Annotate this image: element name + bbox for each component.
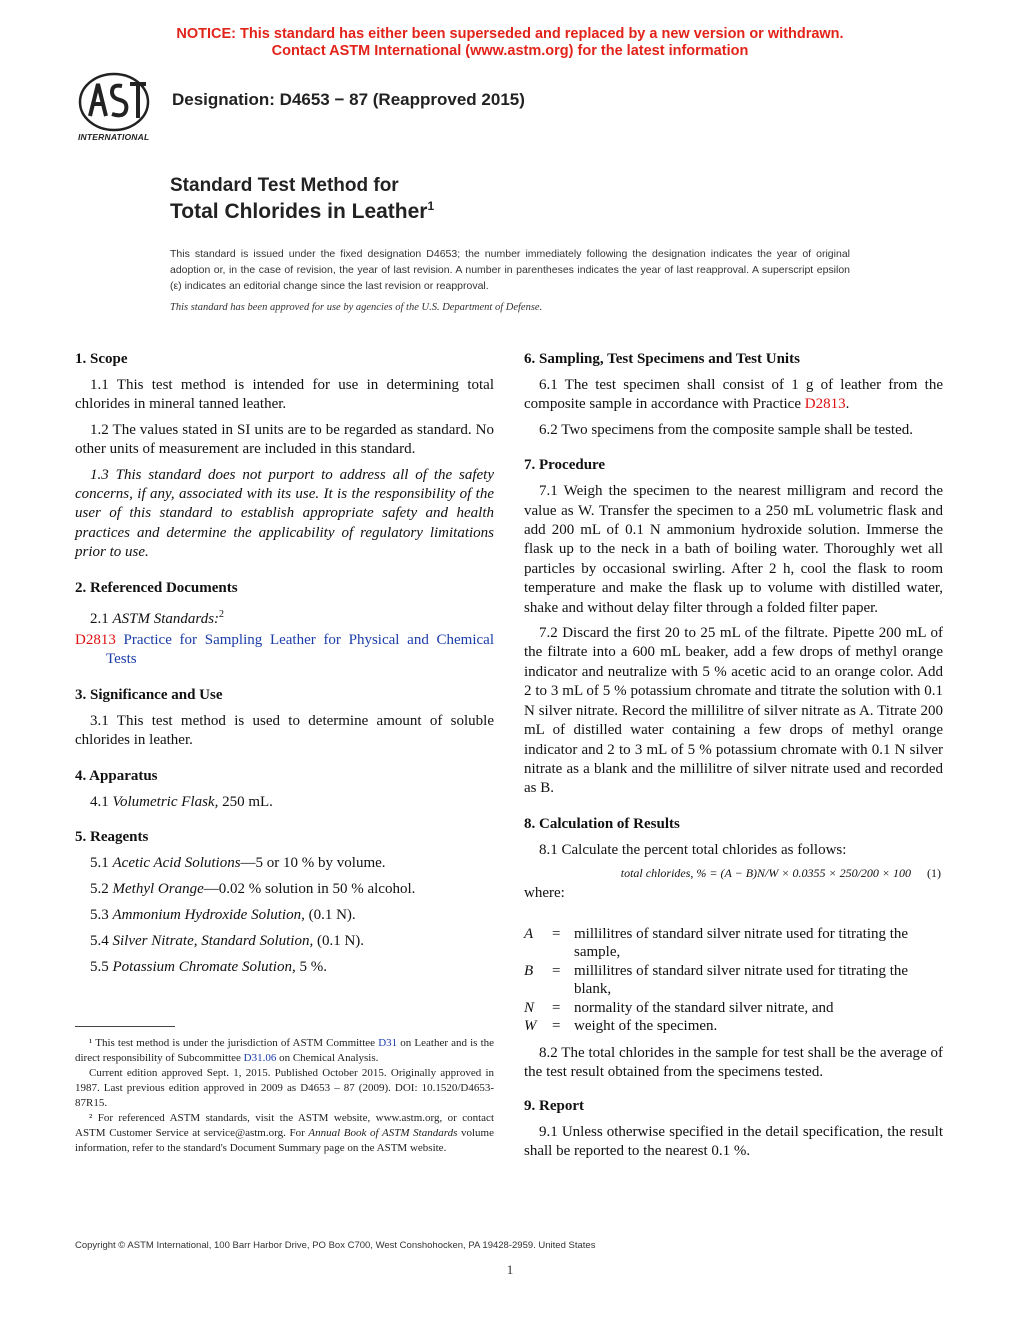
paragraph-text: 6.1 The test specimen shall consist of 1 g of leather from the composite sample in accordance with Practice (524, 377, 943, 413)
section-heading: 3. Significance and Use (75, 686, 223, 703)
title-footnote-mark: 1 (427, 199, 435, 213)
section-heading: 6. Sampling, Test Specimens and Test Units (524, 351, 800, 367)
section-report (524, 1097, 943, 1162)
footnote-text: Annual Book of ASTM Standards (308, 1127, 458, 1139)
paragraph: 8.1 Calculate the percent total chlorides as follows: (539, 841, 847, 858)
section-heading: 7. Procedure (524, 457, 606, 474)
variable-symbol: A (524, 925, 534, 942)
footnote-1-edition: Current edition approved Sept. 1, 2015. Published October 2015. Originally approved in 1987. Last previous edition approved in 2009 as D4653 – 87 (2009). DOI: 10.1520/D4653-87R15. (75, 1067, 494, 1109)
reagent-name: Acetic Acid Solutions (112, 855, 241, 872)
reagent-name: Silver Nitrate, Standard Solution, (112, 932, 314, 949)
subcommittee-link[interactable]: D31.06 (243, 1052, 277, 1064)
variable-symbol: W (524, 1018, 537, 1035)
footnote-text: on Leather and is the direct responsibility of Subcommittee (75, 1037, 495, 1064)
apparatus-spec: 250 mL. (222, 793, 273, 810)
reference-item (75, 631, 494, 670)
reference-title-link[interactable]: Practice for Sampling Leather for Physical and Chemical Tests (106, 632, 494, 668)
designation: Designation: D4653 − 87 (Reapproved 2015) (172, 90, 525, 109)
variable-symbol: N (524, 999, 535, 1016)
variable-definition: millilitres of standard silver nitrate used for titrating the sample, (574, 925, 909, 961)
section-apparatus (75, 767, 494, 812)
definition-row (524, 1017, 943, 1036)
title-line-1: Standard Test Method for (170, 175, 399, 196)
definition-row (524, 999, 943, 1018)
footnote-text: ¹ This test method is under the jurisdiction of ASTM Committee (89, 1037, 376, 1049)
section-heading: 5. Reagents (75, 829, 149, 846)
paragraph: 1.3 This standard does not purport to address all of the safety concerns, if any, associated with its use. It is the responsibility of the user of this standard to establish appropriate safety and health practices and determine the applicability of regulatory limitations prior to use. (75, 466, 494, 561)
reagent-spec: 5 %. (299, 958, 327, 975)
logo-wordmark: INTERNATIONAL (78, 132, 150, 142)
reagent-item (75, 880, 494, 899)
paragraph: 8.2 The total chlorides in the sample for test shall be the average of the test result obtained from the specimens tested. (524, 1044, 943, 1081)
copyright-notice: Copyright © ASTM International, 100 Barr Harbor Drive, PO Box C700, West Conshohocken, PA 19428-2959. United States (75, 1240, 596, 1251)
section-heading: 1. Scope (75, 351, 128, 367)
section-reagents (75, 828, 494, 977)
reagent-item (75, 932, 494, 951)
paragraph: 6.2 Two specimens from the composite sample shall be tested. (539, 421, 914, 438)
definition-row (524, 962, 943, 999)
reagent-item (75, 854, 494, 873)
left-column (75, 350, 494, 993)
variable-definition: normality of the standard silver nitrate, and (574, 999, 834, 1016)
equation-number: (1) (927, 866, 941, 881)
footnote-mark: 2 (219, 608, 225, 620)
section-significance (75, 686, 494, 751)
equals-sign: = (552, 925, 561, 942)
footnote-1 (75, 1036, 494, 1066)
title-text: Total Chlorides in Leather (170, 200, 428, 223)
equals-sign: = (552, 962, 561, 979)
notice-line-2: Contact ASTM International (www.astm.org) for the latest information (271, 43, 749, 59)
reagent-spec: —0.02 % solution in 50 % alcohol. (203, 881, 416, 897)
paragraph (75, 605, 494, 629)
variable-symbol: B (524, 962, 534, 979)
paragraph-number: 4.1 (90, 793, 109, 810)
equals-sign: = (552, 999, 561, 1016)
section-sampling (524, 350, 943, 440)
paragraph-text: . (845, 396, 850, 413)
reagent-name: Methyl Orange (112, 881, 204, 897)
section-referenced-documents (75, 579, 494, 670)
right-column (524, 350, 943, 1178)
notice-line-1: NOTICE: This standard has either been superseded and replaced by a new version or withdrawn. (176, 26, 844, 42)
paragraph: 9.1 Unless otherwise specified in the detail specification, the result shall be reported to the nearest 0.1 %. (524, 1123, 943, 1160)
footnotes (75, 1036, 494, 1156)
section-scope (75, 350, 494, 563)
paragraph-number: 5.1 (90, 855, 109, 872)
equals-sign: = (552, 1018, 561, 1035)
reagent-spec: (0.1 N). (308, 906, 356, 923)
paragraph: 1.1 This test method is intended for use in determining total chlorides in mineral tanned leather. (75, 377, 494, 413)
footnote-divider (75, 1026, 175, 1027)
paragraph: 7.2 Discard the first 20 to 25 mL of the filtrate. Pipette 200 mL of the filtrate into a 600 mL beaker, add a few drops of methyl orange indicator and neutralize with 5 % acetic acid to an orange color. Add 2 to 3 mL of 5 % potassium chromate and titrate the solution with 0.1 N silver nitrate. Record the millilitre of silver nitrate as A. Titrate 200 mL of distilled water containing a few drops of methyl orange indicator and 2 to 3 mL of 5 % potassium chromate with 0.1 N silver nitrate as a blank and the millilitre of silver nitrate used and recorded as B. (524, 625, 943, 797)
equation (524, 864, 943, 883)
section-heading: 2. Referenced Documents (75, 579, 238, 596)
issuance-statement: This standard is issued under the fixed designation D4653; the number immediately following the designation indicates the year of original adoption or, in the case of revision, the year of last revision. A number in parentheses indicates the year of last reapproval. A superscript epsilon (ε) indicates an editorial change since the last revision or reapproval. (170, 248, 850, 292)
variable-definitions (524, 925, 943, 1036)
section-heading: 4. Apparatus (75, 767, 158, 784)
astm-standards-label: ASTM Standards: (112, 610, 220, 627)
footnote-2 (75, 1111, 494, 1156)
equation-text: total chlorides, % = (A − B)N/W × 0.0355 × 250/200 × 100 (620, 866, 911, 881)
withdrawal-notice (0, 26, 1020, 60)
page-number: 1 (506, 1262, 514, 1277)
paragraph-number: 5.2 (90, 881, 109, 897)
paragraph-number: 5.4 (90, 932, 109, 949)
footnote-text: ² For referenced ASTM standards, visit the ASTM website, www.astm.org, or contact ASTM Customer Service at service@astm.org. For (75, 1112, 494, 1139)
footnote-text: volume information, refer to the standard's Document Summary page on the ASTM website. (75, 1127, 494, 1154)
paragraph: 1.2 The values stated in SI units are to be regarded as standard. No other units of measurement are included in this standard. (75, 421, 494, 458)
paragraph: 7.1 Weigh the specimen to the nearest milligram and record the value as W. Transfer the specimen to a 250 mL volumetric flask and add 200 mL of 0.1 N ammonium hydroxide solution. Immerse the flask up to the neck in a bath of boiling water. Thoroughly wet all particles by occasional swirling. After 2 h, cool the flask to room temperature and make the flask up to volume with distilled water, shake and without delay filter through a folded filter paper. (524, 483, 943, 616)
practice-link[interactable]: D2813 (804, 396, 846, 413)
section-heading: 8. Calculation of Results (524, 815, 680, 832)
variable-definition: millilitres of standard silver nitrate used for titrating the blank, (574, 962, 909, 998)
reference-code-link[interactable]: D2813 (75, 632, 116, 649)
section-calculation (524, 815, 943, 1083)
paragraph: 3.1 This test method is used to determine amount of soluble chlorides in leather. (75, 712, 494, 749)
where-label: where: (524, 884, 565, 901)
committee-link[interactable]: D31 (378, 1037, 398, 1049)
title-line-2 (170, 199, 434, 224)
footnote-text: on Chemical Analysis. (279, 1052, 379, 1064)
reagent-spec: —5 or 10 % by volume. (240, 855, 386, 872)
variable-definition: weight of the specimen. (574, 1018, 718, 1035)
paragraph (75, 793, 494, 812)
paragraph-number: 5.3 (90, 906, 109, 923)
paragraph (524, 376, 943, 415)
reagent-item (75, 906, 494, 925)
reagent-name: Potassium Chromate Solution, (112, 958, 296, 975)
reagent-item (75, 958, 494, 977)
apparatus-name: Volumetric Flask, (112, 793, 219, 810)
reagent-name: Ammonium Hydroxide Solution, (112, 906, 305, 923)
paragraph-number: 5.5 (90, 958, 109, 975)
dod-approval-statement: This standard has been approved for use by agencies of the U.S. Department of Defense. (170, 302, 543, 313)
reagent-spec: (0.1 N). (316, 932, 365, 949)
section-procedure (524, 456, 943, 799)
definition-row (524, 925, 943, 962)
paragraph-number: 2.1 (90, 610, 109, 627)
section-heading: 9. Report (524, 1097, 584, 1114)
